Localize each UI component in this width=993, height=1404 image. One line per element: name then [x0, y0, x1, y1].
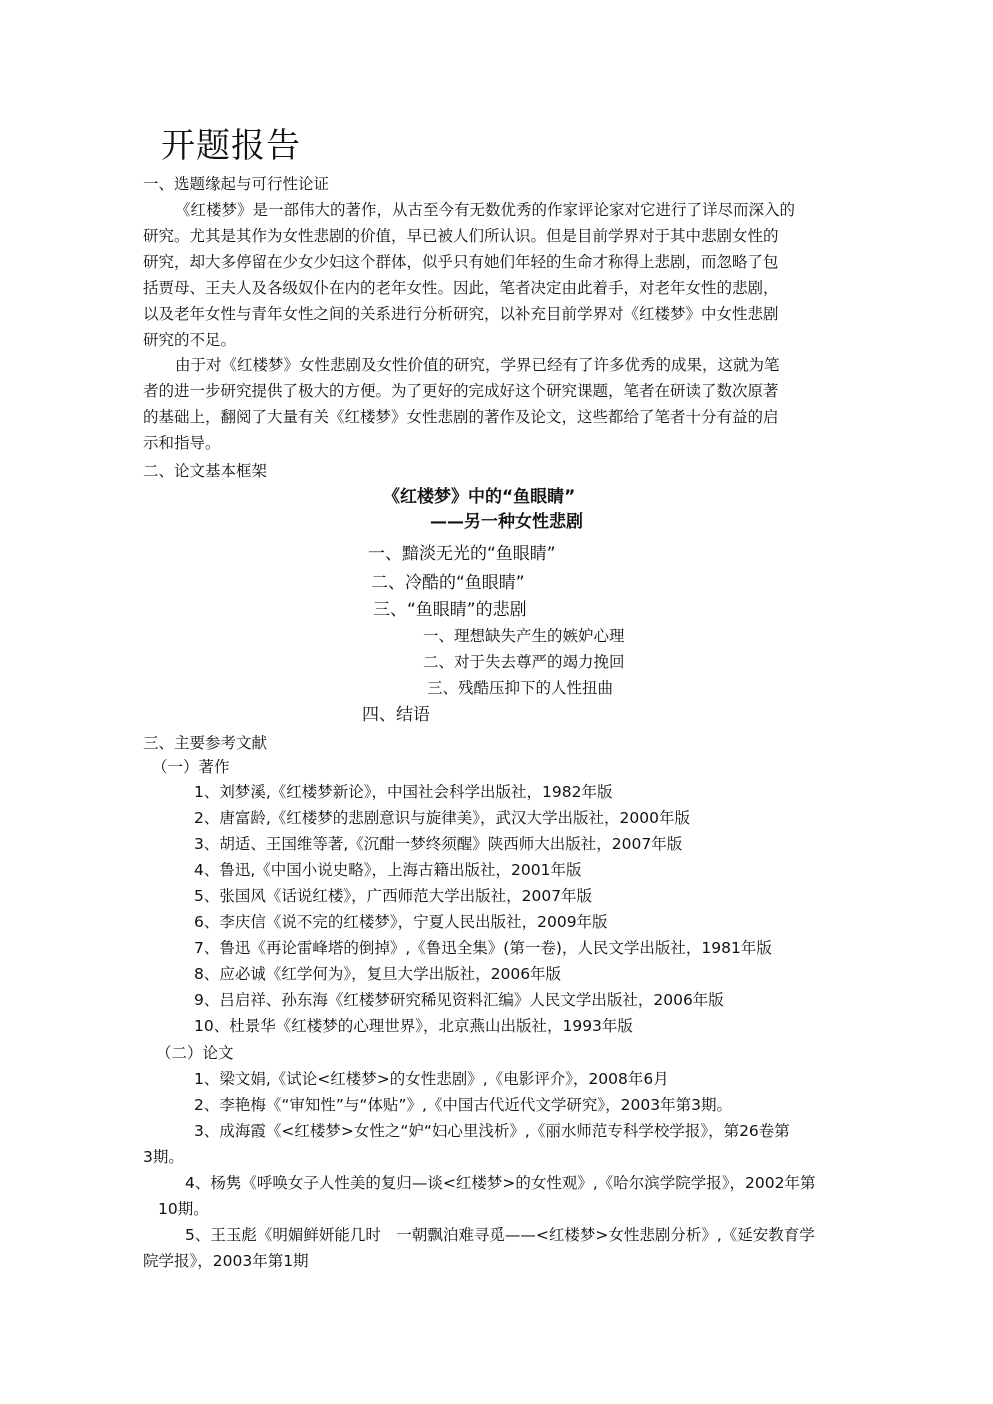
book-ref: 7、鲁迅《再论雷峰塔的倒掉》,《鲁迅全集》(第一卷)，人民文学出版社，1981年版: [194, 939, 772, 957]
para1-line: 研究的不足。: [143, 331, 237, 349]
book-ref: 10、杜景华《红楼梦的心理世界》，北京燕山出版社，1993年版: [194, 1017, 633, 1035]
para1-line: 以及老年女性与青年女性之间的关系进行分析研究，以补充目前学界对《红楼梦》中女性悲剧: [143, 305, 779, 323]
para2-line: 由于对《红楼梦》女性悲剧及女性价值的研究，学界已经有了许多优秀的成果，这就为笔: [175, 356, 780, 374]
book-ref: 1、刘梦溪,《红楼梦新论》，中国社会科学出版社，1982年版: [194, 783, 613, 801]
book-ref: 6、李庆信《说不完的红楼梦》，宁夏人民出版社，2009年版: [194, 913, 608, 931]
page-title: 开题报告: [161, 126, 301, 166]
outline-subitem: 二、对于失去尊严的竭力挽回: [423, 653, 625, 671]
outline-subitem: 三、残酷压抑下的人性扭曲: [427, 679, 614, 697]
para2-line: 的基础上，翻阅了大量有关《红楼梦》女性悲剧的著作及论文，这些都给了笔者十分有益的启: [143, 408, 779, 426]
book-ref: 9、吕启祥、孙东海《红楼梦研究稀见资料汇编》人民文学出版社，2006年版: [194, 991, 724, 1009]
outline-item: 四、结语: [362, 705, 430, 725]
book-ref: 8、应必诚《红学何为》，复旦大学出版社，2006年版: [194, 965, 562, 983]
outline-item: 三、“鱼眼睛”的悲剧: [373, 600, 527, 620]
outline-subitem: 一、理想缺失产生的嫉妒心理: [423, 627, 625, 645]
para2-line: 示和指导。: [143, 434, 221, 452]
section2-heading: 二、论文基本框架: [143, 462, 268, 480]
para1-line: 括贾母、王夫人及各级奴仆在内的老年女性。因此，笔者决定由此着手，对老年女性的悲剧，: [143, 279, 779, 297]
papers-heading: （二）论文: [156, 1044, 234, 1062]
books-heading: （一）著作: [152, 758, 230, 776]
para1-line: 研究。尤其是其作为女性悲剧的价值，早已被人们所认识。但是目前学界对于其中悲剧女性的: [143, 227, 779, 245]
paper-ref: 2、李艳梅《“审知性”与“体贴”》,《中国古代近代文学研究》，2003年第3期。: [194, 1096, 732, 1114]
paper-ref: 1、梁文娟,《试论<红楼梦>的女性悲剧》,《电影评介》，2008年6月: [194, 1070, 669, 1088]
para2-line: 者的进一步研究提供了极大的方便。为了更好的完成好这个研究课题，笔者在研读了数次原著: [143, 382, 779, 400]
book-ref: 4、鲁迅,《中国小说史略》，上海古籍出版社，2001年版: [194, 861, 582, 879]
book-ref: 5、张国风《话说红楼》，广西师范大学出版社，2007年版: [194, 887, 593, 905]
paper-ref: 3、成海霞《<红楼梦>女性之“妒“妇心里浅析》,《丽水师范专科学校学报》，第26卷第: [194, 1122, 790, 1140]
para1-line: 研究，却大多停留在少女少妇这个群体，似乎只有她们年轻的生命才称得上悲剧，而忽略了包: [143, 253, 779, 271]
section3-heading: 三、主要参考文献: [143, 734, 268, 752]
book-ref: 2、唐富龄,《红楼梦的悲剧意识与旋律美》，武汉大学出版社，2000年版: [194, 809, 690, 827]
outline-item: 一、黯淡无光的“鱼眼睛”: [368, 544, 556, 564]
outline-item: 二、冷酷的“鱼眼睛”: [371, 573, 525, 593]
paper-title: 《红楼梦》中的“鱼眼睛”: [383, 487, 576, 507]
paper-ref-continued: 3期。: [143, 1148, 184, 1166]
paper-ref: 4、杨隽《呼唤女子人性美的复归—谈<红楼梦>的女性观》,《哈尔滨学院学报》，2002年第: [185, 1174, 816, 1192]
paper-ref-continued: 10期。: [158, 1200, 209, 1218]
para1-line: 《红楼梦》是一部伟大的著作，从古至今有无数优秀的作家评论家对它进行了详尽而深入的: [175, 201, 796, 219]
book-ref: 3、胡适、王国维等著,《沉酣一梦终须醒》陕西师大出版社，2007年版: [194, 835, 683, 853]
paper-ref-continued: 院学报》，2003年第1期: [143, 1252, 309, 1270]
section1-heading: 一、选题缘起与可行性论证: [143, 175, 330, 193]
paper-subtitle: ——另一种女性悲剧: [430, 512, 583, 532]
paper-ref: 5、王玉彪《明媚鲜妍能几时 一朝飘泊难寻觅——<红楼梦>女性悲剧分析》,《延安教育学: [185, 1226, 815, 1244]
